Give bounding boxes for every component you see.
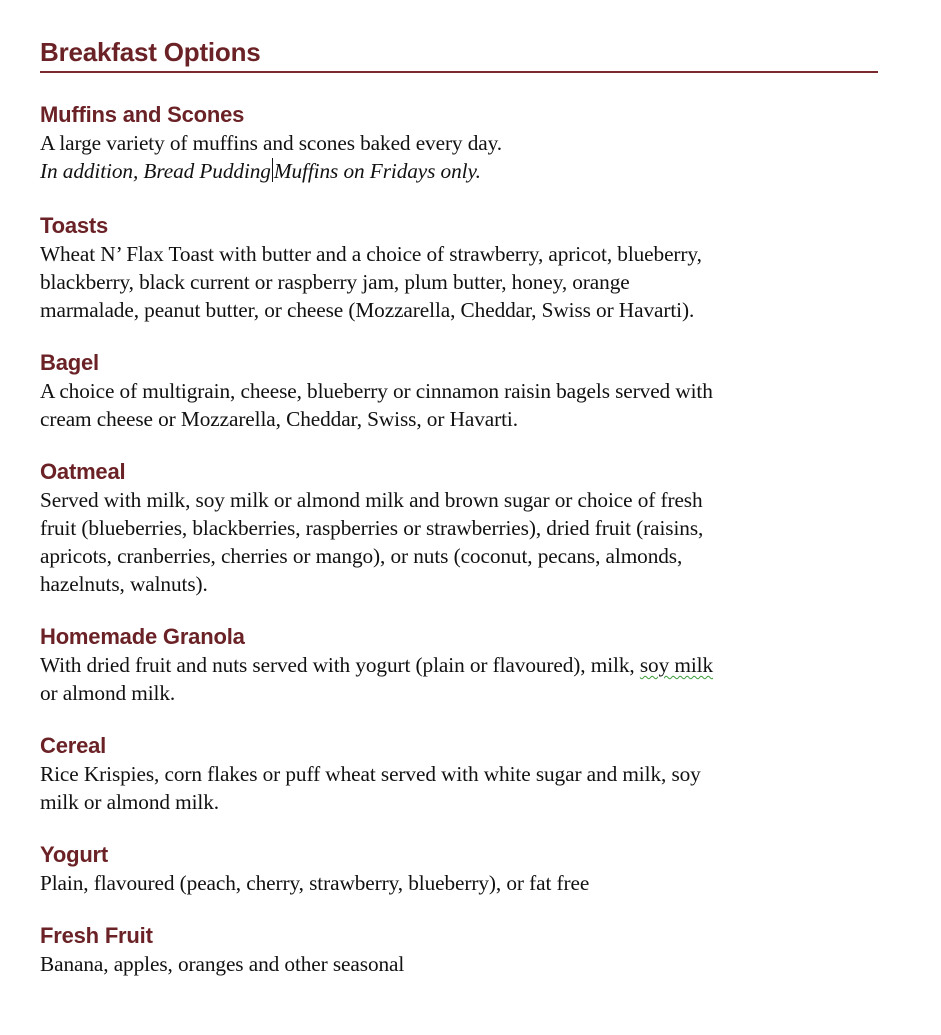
body-line: Banana, apples, oranges and other seasonal [40, 952, 405, 976]
body-line: Wheat N’ Flax Toast with butter and a choice of strawberry, apricot, blueberry, [40, 242, 702, 266]
section-fresh-fruit [40, 922, 880, 978]
body-line: blackberry, black current or raspberry jam, plum butter, honey, orange [40, 270, 630, 294]
body-line: milk or almond milk. [40, 790, 220, 814]
section-heading: Fresh Fruit [40, 923, 153, 948]
section-heading: Homemade Granola [40, 624, 245, 649]
section-homemade-granola [40, 623, 880, 707]
section-toasts [40, 212, 880, 324]
section-heading: Toasts [40, 213, 109, 238]
body-line [40, 651, 880, 679]
body-line: Plain, flavoured (peach, cherry, strawberry, blueberry), or fat free [40, 871, 590, 895]
document-page [40, 0, 880, 978]
note-text-before: In addition, Bread Pudding [40, 159, 271, 183]
section-body [40, 377, 880, 433]
section-body [40, 651, 880, 707]
section-heading: Yogurt [40, 842, 109, 867]
section-body [40, 869, 880, 897]
body-line: apricots, cranberries, cherries or mango), or nuts (coconut, pecans, almonds, [40, 544, 683, 568]
section-body [40, 129, 880, 185]
page-title: Breakfast Options [40, 37, 261, 67]
title-divider [40, 71, 878, 73]
section-muffins-and-scones [40, 101, 880, 185]
note-text-after: Muffins on Fridays only. [273, 159, 481, 183]
body-line: hazelnuts, walnuts). [40, 572, 208, 596]
spellcheck-flagged-text[interactable]: soy milk [639, 653, 714, 677]
body-line: fruit (blueberries, blackberries, raspberries or strawberries), dried fruit (raisins, [40, 516, 704, 540]
body-line: Served with milk, soy milk or almond milk and brown sugar or choice of fresh [40, 488, 703, 512]
section-body [40, 240, 880, 324]
section-body [40, 486, 880, 598]
body-line: A large variety of muffins and scones baked every day. [40, 131, 502, 155]
section-heading: Cereal [40, 733, 107, 758]
body-line: A choice of multigrain, cheese, blueberry or cinnamon raisin bagels served with [40, 379, 713, 403]
body-text: With dried fruit and nuts served with yogurt (plain or flavoured), milk, [40, 653, 640, 677]
section-cereal [40, 732, 880, 816]
section-heading: Bagel [40, 350, 99, 375]
body-line: or almond milk. [40, 681, 176, 705]
section-oatmeal [40, 458, 880, 598]
section-body [40, 760, 880, 816]
section-heading: Muffins and Scones [40, 102, 245, 127]
body-line: marmalade, peanut butter, or cheese (Mozzarella, Cheddar, Swiss or Havarti). [40, 298, 695, 322]
italic-note [40, 157, 880, 185]
text-cursor [272, 158, 273, 182]
section-heading: Oatmeal [40, 459, 126, 484]
section-bagel [40, 349, 880, 433]
body-line: Rice Krispies, corn flakes or puff wheat served with white sugar and milk, soy [40, 762, 701, 786]
section-body [40, 950, 880, 978]
body-line: cream cheese or Mozzarella, Cheddar, Swiss, or Havarti. [40, 407, 518, 431]
section-yogurt [40, 841, 880, 897]
